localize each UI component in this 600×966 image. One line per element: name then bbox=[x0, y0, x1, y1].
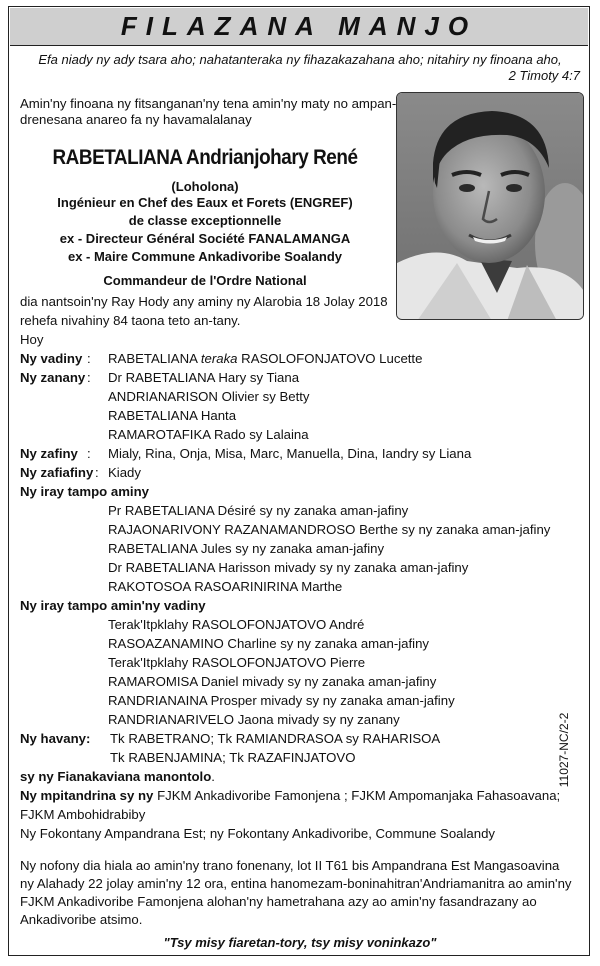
mpitandrina-label: Ny mpitandrina sy ny bbox=[20, 788, 154, 803]
deceased-title-2: de classe exceptionnelle bbox=[128, 213, 282, 228]
zafiafiny-sep: : bbox=[95, 465, 99, 480]
iray-tampo-vadiny-item: RANDRIANARIVELO Jaona mivady sy ny zanany bbox=[108, 712, 400, 727]
funeral-line-1: Ny nofony dia hiala ao amin'ny trano fonenany, lot II T61 bis Ampandrana Est Mangasoavina bbox=[20, 858, 560, 873]
vadiny-entry bbox=[108, 351, 422, 367]
closing-motto: "Tsy misy fiaretan-tory, tsy misy voninkazo" bbox=[163, 935, 437, 950]
funeral-line-2: ny Alahady 22 jolay amin'ny 12 ora, entina hanomezam-boninahitran'Andriamanitra ao amin'ny bbox=[20, 876, 572, 891]
fianakaviana-line bbox=[20, 769, 215, 785]
intro-line-2: drenesana anareo fa ny havamalalanay bbox=[20, 112, 252, 127]
iray-tampo-item: RAKOTOSOA RASOARINIRINA Marthe bbox=[108, 579, 343, 594]
iray-tampo-item: RAJAONARIVONY RAZANAMANDROSO Berthe sy ny zanaka aman-jafiny bbox=[108, 522, 551, 537]
iray-tampo-item: RABETALIANA Jules sy ny zanaka aman-jafiny bbox=[108, 541, 385, 556]
zanany-label: Ny zanany bbox=[20, 370, 86, 385]
reference-code-box bbox=[558, 700, 570, 800]
epigraph-text: Efa niady ny ady tsara aho; nahatanteraka ny fihazakazahana aho; nitahiry ny finoana aho, bbox=[38, 52, 562, 67]
havany-label: Ny havany: bbox=[20, 731, 91, 746]
zanany-item: RAMAROTAFIKA Rado sy Lalaina bbox=[108, 427, 309, 442]
deceased-title-3: ex - Directeur Général Société FANALAMANGA bbox=[59, 231, 351, 246]
zanany-item: ANDRIANARISON Olivier sy Betty bbox=[108, 389, 310, 404]
death-line-1: dia nantsoin'ny Ray Hody any aminy ny Alarobia 18 Jolay 2018 bbox=[20, 294, 388, 309]
portrait-image bbox=[397, 93, 584, 320]
vadiny-name-c: RASOLOFONJATOVO Lucette bbox=[241, 351, 423, 366]
fianakaviana-text: sy ny Fianakaviana manontolo bbox=[20, 769, 212, 784]
mpitandrina-line-2: FJKM Ambohidrabiby bbox=[20, 807, 146, 822]
zafiny-list: Mialy, Rina, Onja, Misa, Marc, Manuella, Dina, Iandry sy Liana bbox=[108, 446, 472, 461]
zafiafiny-list: Kiady bbox=[108, 465, 141, 480]
vadiny-name-a: RABETALIANA bbox=[108, 351, 198, 366]
funeral-line-3: FJKM Ankadivoribe Famonjena alohan'ny hametrahana azy ao amin'ny fasandrazany ao bbox=[20, 894, 537, 909]
iray-tampo-vadiny-item: Terak'Itpklahy RASOLOFONJATOVO Pierre bbox=[108, 655, 366, 670]
epigraph-reference: 2 Timoty 4:7 bbox=[508, 68, 580, 83]
iray-tampo-vadiny-item: Terak'Itpklahy RASOLOFONJATOVO André bbox=[108, 617, 365, 632]
iray-tampo-item: Pr RABETALIANA Désiré sy ny zanaka aman-jafiny bbox=[108, 503, 409, 518]
zanany-item: Dr RABETALIANA Hary sy Tiana bbox=[108, 370, 300, 385]
iray-tampo-vadiny-label: Ny iray tampo amin'ny vadiny bbox=[20, 598, 206, 613]
iray-tampo-item: Dr RABETALIANA Harisson mivady sy ny zanaka aman-jafiny bbox=[108, 560, 469, 575]
vadiny-name-b: teraka bbox=[200, 351, 238, 366]
zanany-sep: : bbox=[87, 370, 91, 385]
notice-banner bbox=[10, 8, 588, 46]
intro-line-1: Amin'ny finoana ny fitsanganan'ny tena amin'ny maty no ampan- bbox=[20, 96, 397, 111]
deceased-title-1: Ingénieur en Chef des Eaux et Forets (ENGREF) bbox=[57, 195, 353, 210]
death-line-2: rehefa nivahiny 84 taona teto an-tany. bbox=[20, 313, 241, 328]
mpitandrina-line-1 bbox=[20, 788, 582, 804]
vadiny-sep: : bbox=[87, 351, 91, 366]
vadiny-label: Ny vadiny bbox=[20, 351, 83, 366]
iray-tampo-vadiny-item: RASOAZANAMINO Charline sy ny zanaka aman-jafiny bbox=[108, 636, 430, 651]
notice-title: FILAZANA MANJO bbox=[120, 11, 478, 41]
iray-tampo-label: Ny iray tampo aminy bbox=[20, 484, 149, 499]
death-line-3: Hoy bbox=[20, 332, 44, 347]
funeral-line-4: Ankadivoribe atsimo. bbox=[20, 912, 143, 927]
portrait-photo bbox=[396, 92, 584, 320]
epigraph bbox=[20, 52, 580, 84]
zanany-item: RABETALIANA Hanta bbox=[108, 408, 237, 423]
zafiny-sep: : bbox=[87, 446, 91, 461]
fianakaviana-end: . bbox=[211, 769, 215, 784]
deceased-nickname: (Loholona) bbox=[171, 179, 239, 194]
zafiafiny-label: Ny zafiafiny bbox=[20, 465, 94, 480]
reference-code: 11027-NC/2-2 bbox=[557, 712, 571, 788]
iray-tampo-vadiny-item: RAMAROMISA Daniel mivady sy ny zanaka aman-jafiny bbox=[108, 674, 437, 689]
havany-item: Tk RABETRANO; Tk RAMIANDRASOA sy RAHARISOA bbox=[110, 731, 441, 746]
deceased-title-4: ex - Maire Commune Ankadivoribe Soalandy bbox=[67, 249, 343, 264]
zafiny-label: Ny zafiny bbox=[20, 446, 78, 461]
havany-item: Tk RABENJAMINA; Tk RAZAFINJATOVO bbox=[110, 750, 356, 765]
mpitandrina-churches: FJKM Ankadivoribe Famonjena ; FJKM Ampomanjaka Fahasoavana; bbox=[157, 788, 561, 803]
deceased-name: RABETALIANA Andrianjohary René bbox=[52, 146, 358, 169]
deceased-honor: Commandeur de l'Ordre National bbox=[103, 273, 307, 288]
iray-tampo-vadiny-item: RANDRIANAINA Prosper mivady sy ny zanaka aman-jafiny bbox=[108, 693, 455, 708]
fokontany-line: Ny Fokontany Ampandrana Est; ny Fokontany Ankadivoribe, Commune Soalandy bbox=[20, 826, 496, 841]
